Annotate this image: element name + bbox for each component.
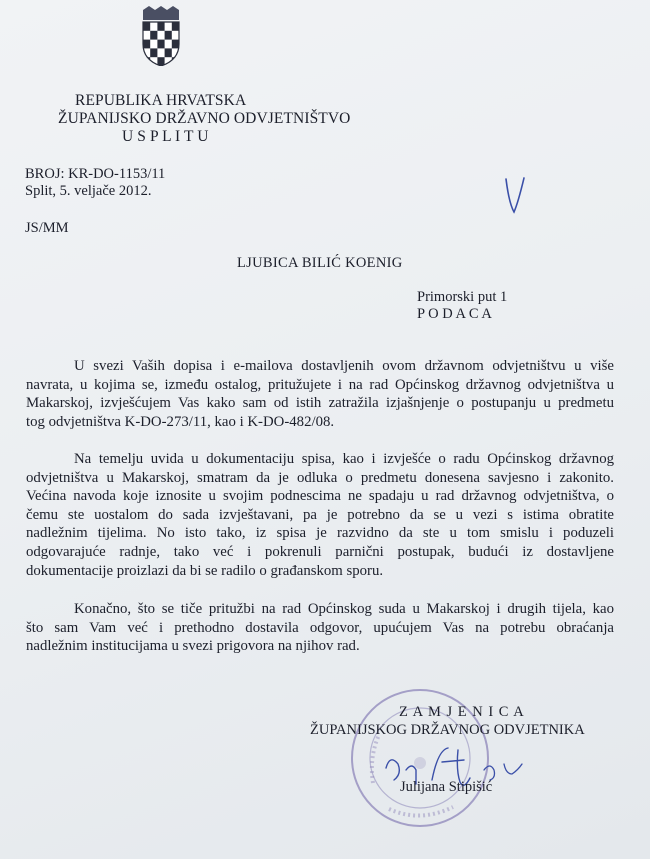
p2-line-2: odvjetništva u Makarskoj, smatram da je odluka o predmetu donesena savjesno i zakonito. [26,469,614,486]
paragraph-3 [26,600,614,656]
header-republic: REPUBLIKA HRVATSKA [75,92,247,109]
header-office: ŽUPANIJSKO DRŽAVNO ODVJETNIŠTVO [58,110,351,127]
recipient-name: LJUBICA BILIĆ KOENIG [237,255,403,271]
p3-line-1: Konačno, što se tiče pritužbi na rad Općinskog suda u Makarskoj i drugih tijela, kao [74,601,614,617]
header-city: U S P L I T U [122,128,209,145]
p3-line-2: što sam Vam već i prethodno dostavila odgovor, upućujem Vas na potrebu obraćanja [26,619,614,636]
p2-line-4: čemu ste uostalom do sada izvještavani, pa je potrebno da se u vezi s istima obratite [26,506,614,523]
signatory-name: Julijana Stipišić [400,779,493,795]
p2-line-7: dokumentacije proizlazi da bi se radilo o građanskom sporu. [26,562,384,579]
p2-line-6: odgovarajuće radnje, tako već i pokrenuli parnični postupak, budući iz dostavljene [26,543,614,560]
signature-title-2: ŽUPANIJSKOG DRŽAVNOG ODVJETNIKA [310,722,585,738]
p2-line-3: Većina navoda koje iznosite u svojim podnescima ne spadaju u rad državnog odvjetništva, o [26,488,614,505]
case-number: BROJ: KR-DO-1153/11 [25,166,166,182]
p2-line-5: nadležnim tijelima. No isto tako, iz spisa je razvidno da ste u tom smislu i poduzeli [26,525,614,542]
p1-line-4: tog odvjetništva K-DO-273/11, kao i K-DO-482/08. [26,413,335,430]
recipient-street: Primorski put 1 [417,289,508,305]
letter-date: Split, 5. veljače 2012. [25,183,152,199]
p1-line-2: navrata, u kojima se, između ostalog, pritužujete i na rad Općinskog državnog odvjetništva u [26,376,614,393]
p1-line-3: Makarskoj, izvješćujem Vas kako sam od istih zatražila izjašnjenje o postupanju u predmetu [26,395,614,412]
initials: JS/MM [25,220,69,236]
signature-title-1: Z A M J E N I C A [399,704,525,720]
p2-line-1: Na temelju uvida u dokumentaciju spisa, kao i izvješće o radu Općinskog državnog [74,451,614,467]
coat-of-arms-icon [139,6,183,66]
paragraph-1 [26,357,614,431]
recipient-city: P O D A C A [417,306,492,322]
handwritten-v-mark [503,175,529,217]
p3-line-3: nadležnim institucijama u svezi prigovora na njihov rad. [26,638,360,655]
paragraph-2 [26,450,614,580]
p1-line-1: U svezi Vaših dopisa i e-mailova dostavljenih ovom državnom odvjetništvu u više [74,358,614,374]
